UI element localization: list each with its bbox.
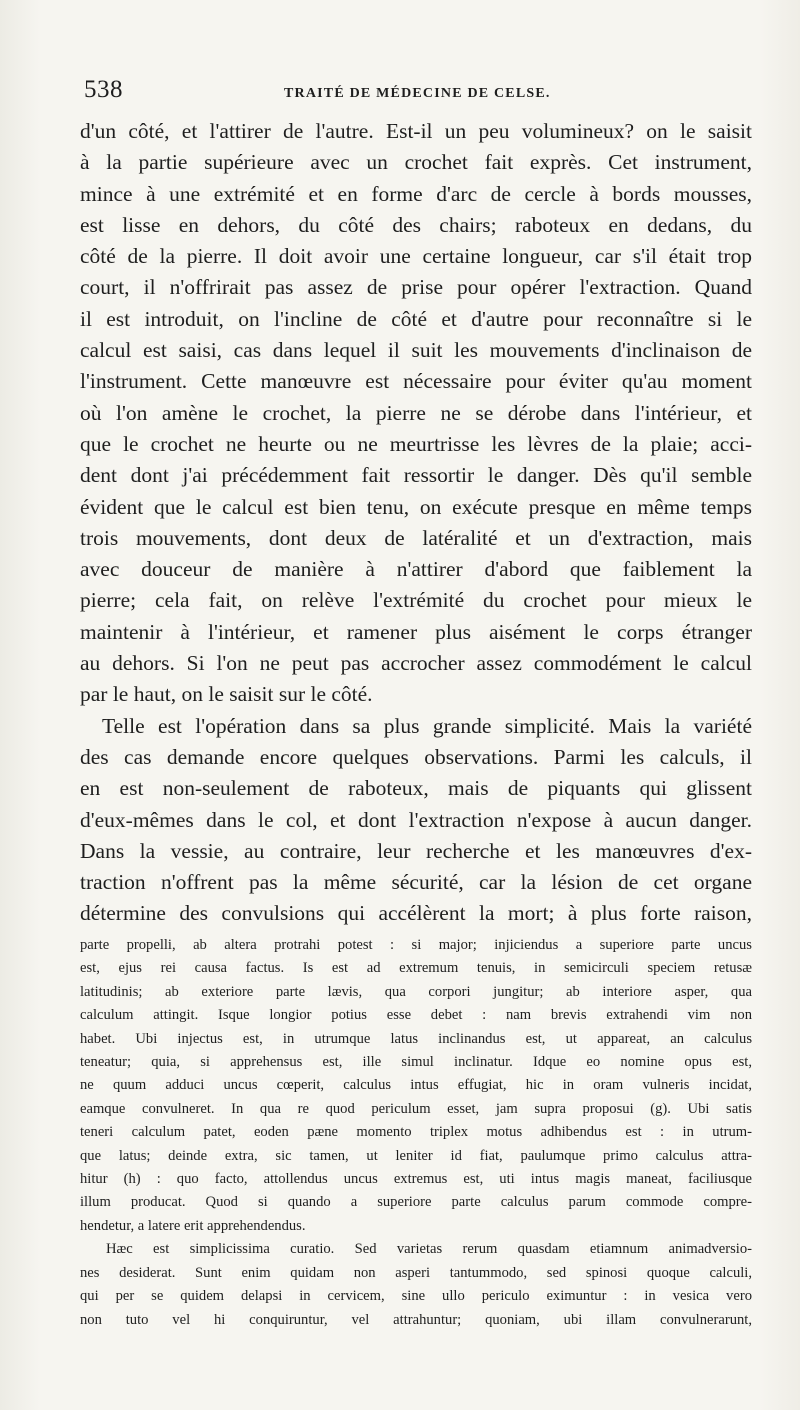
latin-line: teneri calculum patet, eoden pæne momento triplex motus adhibendus est : in utrum- (80, 1124, 752, 1141)
page-header (84, 76, 754, 110)
french-line: à la partie supérieure avec un crochet fait exprès. Cet instrument, (80, 150, 752, 175)
french-line: mince à une extrémité et en forme d'arc de cercle à bords mousses, (80, 181, 752, 206)
french-line: il est introduit, on l'incline de côté et d'autre pour reconnaître si le (80, 306, 752, 331)
page-number: 538 (84, 76, 123, 103)
french-line: évident que le calcul est bien tenu, on exécute presque en même temps (80, 494, 752, 519)
french-line: par le haut, on le saisit sur le côté. (80, 682, 373, 707)
latin-line: non tuto vel hi conquiruntur, vel attrahuntur; quoniam, ubi illam convulnerarunt, (80, 1311, 752, 1328)
french-line: d'eux-mêmes dans le col, et dont l'extraction n'expose à aucun danger. (80, 807, 752, 832)
french-translation (80, 116, 752, 930)
french-line: que le crochet ne heurte ou ne meurtrisse les lèvres de la plaie; acci- (80, 431, 752, 456)
french-line: trois mouvements, dont deux de latéralité et un d'extraction, mais (80, 525, 752, 550)
french-line: pierre; cela fait, on relève l'extrémité du crochet pour mieux le (80, 588, 752, 613)
french-line: en est non-seulement de raboteux, mais de piquants qui glissent (80, 776, 752, 801)
latin-line: ne quum adduci uncus cœperit, calculus intus effugiat, hic in oram vulneris incidat, (80, 1077, 752, 1094)
french-line: détermine des convulsions qui accélèrent la mort; à plus forte raison, (80, 901, 752, 926)
latin-line: latitudinis; ab exteriore parte lævis, qua corpori jungitur; ab interiore asper, qua (80, 983, 752, 1000)
latin-line: parte propelli, ab altera protrahi potest : si major; injiciendus a superiore parte uncus (80, 937, 752, 953)
latin-line: habet. Ubi injectus est, in utrumque latus inclinandus est, ut appareat, an calculus (80, 1030, 752, 1047)
latin-line: teneatur; quia, si apprehensus est, ille simul inclinatur. Idque eo nomine opus est, (80, 1054, 752, 1071)
latin-line: calculum attingit. Isque longior potius esse debet : nam brevis extrahendi vim non (80, 1007, 752, 1024)
running-title: TRAITÉ DE MÉDECINE DE CELSE. (284, 86, 551, 101)
latin-line: qui per se quidem delapsi in cervicem, sine ullo periculo eximuntur : in vesica vero (80, 1288, 752, 1305)
french-line: maintenir à l'intérieur, et ramener plus aisément le corps étranger (80, 619, 752, 644)
french-line: court, il n'offrirait pas assez de prise pour opérer l'extraction. Quand (80, 275, 752, 300)
french-line: d'un côté, et l'attirer de l'autre. Est-il un peu volumineux? on le saisit (80, 119, 752, 143)
latin-line: illum producat. Quod si quando a superiore parte calculus parum commode compre- (80, 1194, 752, 1211)
french-line: Dans la vessie, au contraire, leur recherche et les manœuvres d'ex- (80, 838, 752, 863)
latin-line: que latus; deinde extra, sic tamen, ut leniter id fiat, paulumque primo calculus attra- (80, 1147, 752, 1164)
french-line: avec douceur de manière à n'attirer d'abord que faiblement la (80, 557, 752, 582)
french-line: où l'on amène le crochet, la pierre ne se dérobe dans l'intérieur, et (80, 400, 752, 425)
french-line: l'instrument. Cette manœuvre est nécessaire pour éviter qu'au moment (80, 369, 752, 394)
french-line: calcul est saisi, cas dans lequel il suit les mouvements d'inclinaison de (80, 338, 752, 363)
latin-line: hendetur, a latere erit apprehendendus. (80, 1217, 306, 1234)
latin-original (80, 934, 752, 1332)
latin-line: nes desiderat. Sunt enim quidam non asperi tantummodo, sed spinosi quoque calculi, (80, 1264, 752, 1281)
latin-line: est, ejus rei causa factus. Is est ad extremum tenuis, in semicirculi speciem retusæ (80, 960, 752, 977)
french-line: des cas demande encore quelques observations. Parmi les calculs, il (80, 744, 752, 769)
latin-line: hitur (h) : quo facto, attollendus uncus extremus est, uti intus magis maneat, faciliusque (80, 1171, 752, 1188)
french-line: traction n'offrent pas la même sécurité, car la lésion de cet organe (80, 870, 752, 895)
latin-line: Hæc est simplicissima curatio. Sed varietas rerum quasdam etiamnum animadversio- (106, 1241, 752, 1258)
french-line: Telle est l'opération dans sa plus grande simplicité. Mais la variété (102, 713, 752, 738)
french-line: côté de la pierre. Il doit avoir une certaine longueur, car s'il était trop (80, 244, 752, 269)
french-line: dent dont j'ai précédemment fait ressortir le danger. Dès qu'il semble (80, 463, 752, 488)
latin-line: eamque convulneret. In qua re quod periculum esset, jam supra proposui (g). Ubi satis (80, 1100, 752, 1117)
french-line: au dehors. Si l'on ne peut pas accrocher assez commodément le calcul (80, 651, 752, 676)
french-line: est lisse en dehors, du côté des chairs; raboteux en dedans, du (80, 212, 752, 237)
